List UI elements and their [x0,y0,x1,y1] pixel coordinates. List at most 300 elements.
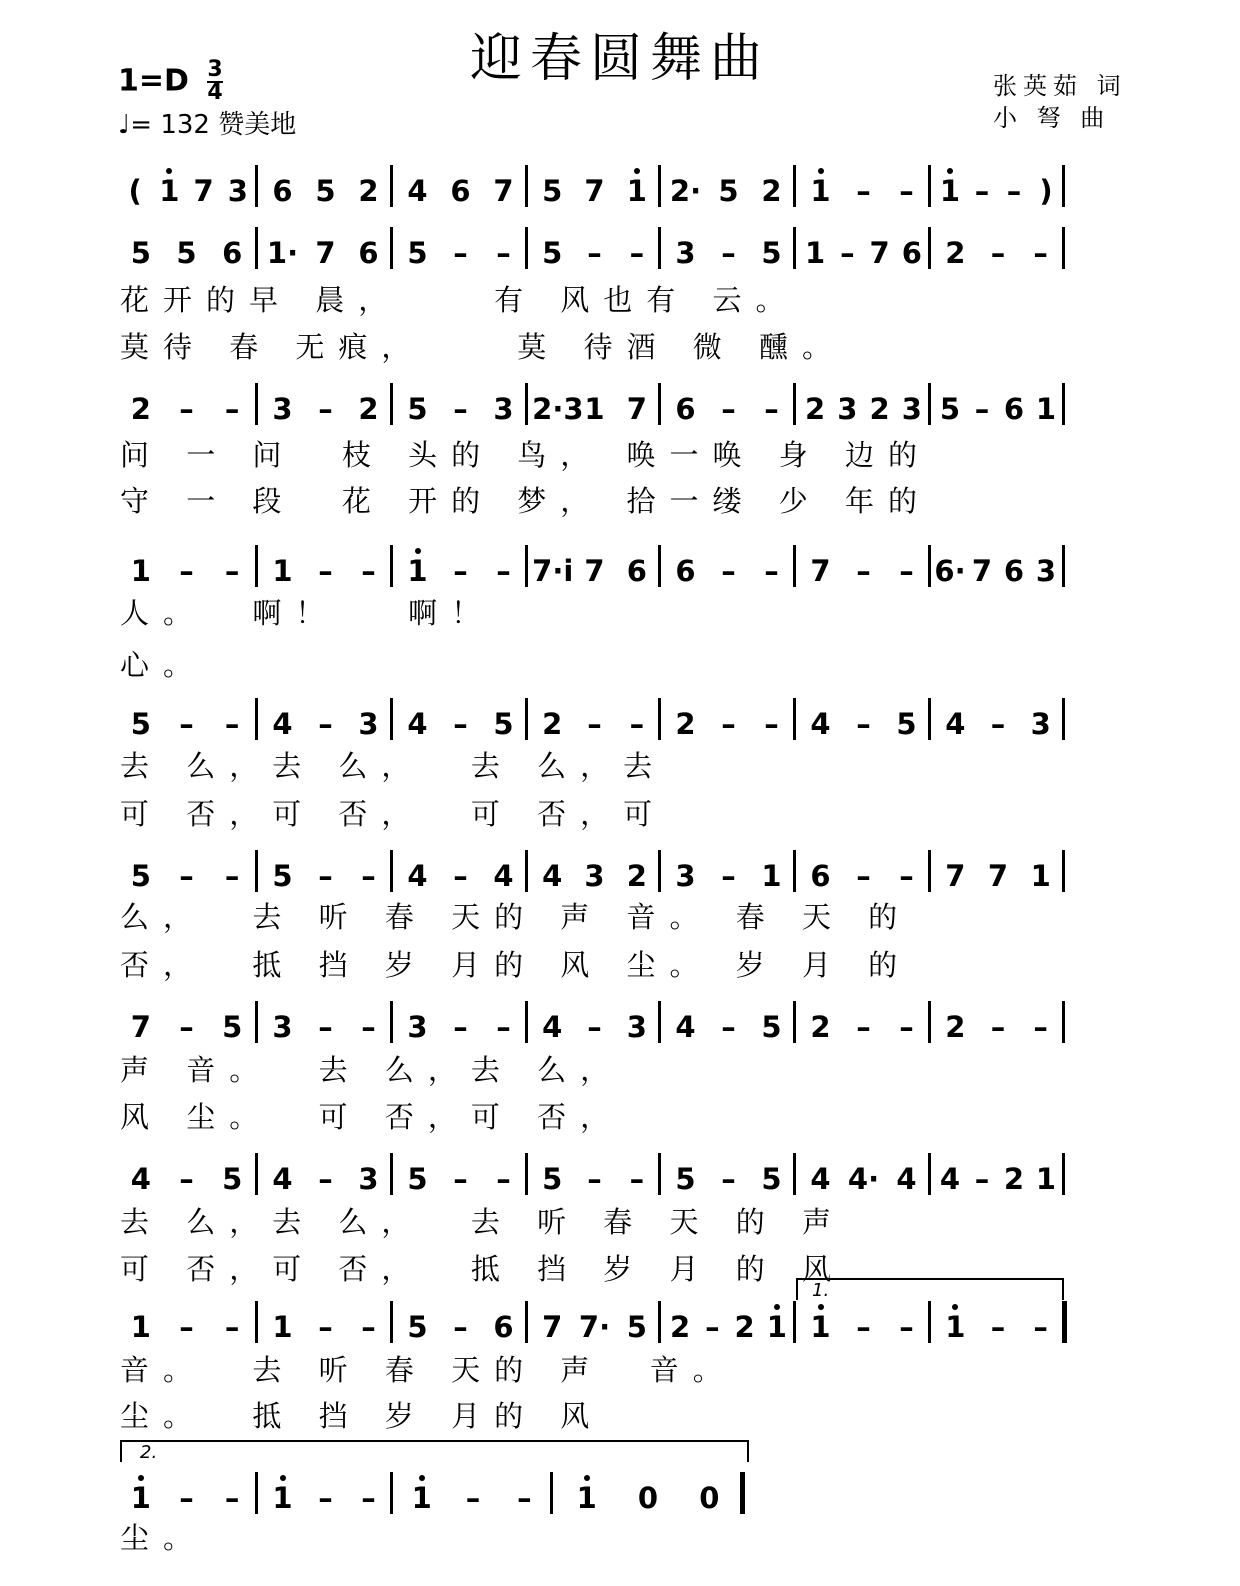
barline [525,383,528,425]
note: 6 [272,174,293,208]
note: ( [128,174,142,208]
barline [390,1301,393,1343]
note: 1 [159,174,180,208]
note: 2· [669,174,702,208]
note: 4 [542,859,563,893]
barline [1062,1301,1067,1343]
note: 3 [272,392,293,426]
lyric-line: 风 尘。 可 否，可 否， [120,1100,624,1134]
note: – [721,1162,736,1196]
barline [1062,383,1065,425]
note: 7 [542,1310,563,1344]
note: – [990,707,1006,741]
composer-credit: 小 弩 曲 [993,104,1111,132]
note: – [629,236,645,270]
barline [390,698,393,740]
lyric-line: 可 否，可 否， 抵 挡 岁 月 的 风 [120,1252,845,1286]
note: 4 [272,707,293,741]
note: 6 [358,236,379,270]
note: – [361,859,376,893]
barline [658,1001,661,1043]
note: 0 [699,1481,720,1515]
note: – [224,392,240,426]
note: 1 [576,1481,597,1515]
barline [525,227,528,269]
note: 0 [637,1481,659,1515]
note: 4 [272,1162,293,1196]
barline [1062,165,1065,207]
note: 1 [130,1481,151,1515]
note: 1 [584,392,605,426]
note: – [179,1010,194,1044]
note: 4 [939,1162,961,1196]
note: – [856,859,871,893]
note: 3 [493,392,514,426]
note: 5 [130,859,151,893]
note: – [721,392,736,426]
note: 1 [939,174,961,208]
lyric-line: 花开的早 晨， 有 风也有 云。 [120,283,799,317]
volta-1-bracket [796,1278,1064,1300]
note: 1 [272,554,293,588]
note: – [721,707,736,741]
note: 7 [810,554,831,588]
barline [390,1472,393,1514]
note: 7 [626,392,647,426]
note: – [1033,1310,1048,1344]
barline [793,698,796,740]
note: – [629,707,645,741]
note: 2 [670,1310,691,1344]
note: – [224,1310,240,1344]
note: 5 [626,1310,647,1344]
barline [1062,1153,1065,1195]
note: 7·i [532,554,574,588]
note: 4· [847,1162,880,1196]
note: 5 [272,859,293,893]
note: 7 [193,174,214,208]
note: 2 [945,1010,966,1044]
lyric-line: 可 否，可 否， 可 否，可 [120,797,667,831]
note: 1 [272,1310,293,1344]
lyric-line: 莫待 春 无痕， 莫 待酒 微 醺。 [120,330,845,364]
note: 5 [222,1010,243,1044]
note: 5 [542,174,563,208]
barline [793,165,796,207]
note: 5 [176,236,197,270]
note: 4 [810,1162,831,1196]
lyricist-credit: 张英茹 词 [993,72,1127,100]
barline [550,1472,553,1514]
note: 6 [1003,554,1025,588]
note: 2 [810,1010,831,1044]
note: – [899,174,914,208]
barline [1062,1001,1065,1043]
note: 5 [130,707,151,741]
barline [793,227,796,269]
note: 3 [837,392,858,426]
note: 4 [810,707,831,741]
high-octave-dot [138,1475,144,1481]
note: 1 [130,554,151,588]
note: 4 [407,859,428,893]
time-signature [207,57,223,105]
note: 7· [578,1310,611,1344]
note: – [179,392,194,426]
note: – [496,554,511,588]
note: – [361,554,376,588]
barline [525,545,528,587]
barline [793,1301,796,1343]
barline [793,1001,796,1043]
note: 2 [130,392,151,426]
lyric-line: 否， 抵 挡 岁 月的 风 尘。 岁 月 的 [120,948,912,982]
note: 5 [761,236,782,270]
note: 6 [626,554,647,588]
barline [793,545,796,587]
note: 1 [626,174,647,208]
note: – [990,236,1006,270]
lyric-line: 守 一 段 花 开的 梦， 拾一缕 少 年的 [120,484,931,518]
note: – [318,859,333,893]
note: – [318,707,333,741]
note: – [721,236,736,270]
barline [255,545,258,587]
note: – [179,1162,194,1196]
barline [928,383,931,425]
note: – [318,1162,333,1196]
note: 7 [584,174,605,208]
note: 5 [407,1310,428,1344]
note: 2 [734,1310,755,1344]
barline [525,1153,528,1195]
barline [525,165,528,207]
volta-1-label: 1. [812,1280,830,1301]
note: – [974,392,990,426]
note: – [318,554,333,588]
note: – [453,1162,468,1196]
note: 3 [1035,554,1057,588]
barline [525,1301,528,1343]
note: – [361,1310,376,1344]
note: – [629,1162,645,1196]
note: – [1033,236,1048,270]
note: 2 [805,392,826,426]
high-octave-dot [947,168,953,174]
lyric-line: 么， 去 听 春 天的 声 音。 春 天 的 [120,900,912,934]
barline [1062,227,1065,269]
barline [928,1153,931,1195]
note: 6 [222,236,243,270]
lyric-line: 声 音。 去 么，去 么， [120,1053,624,1087]
note: 2 [358,174,379,208]
note: – [179,707,194,741]
barline [390,850,393,892]
note: 5 [130,236,151,270]
barline [928,698,931,740]
barline [928,165,931,207]
note: – [453,392,468,426]
barline [658,227,661,269]
note: 6 [450,174,471,208]
note: 5 [761,1162,782,1196]
volta-2-bracket [120,1440,749,1462]
note: – [856,1010,871,1044]
note: 1 [130,1310,151,1344]
lyric-line: 音。 去 听 春 天的 声 音。 [120,1353,736,1387]
barline [658,383,661,425]
barline [658,698,661,740]
note: – [721,1010,736,1044]
note: 6 [1003,392,1025,426]
barline [255,383,258,425]
note: 1 [1035,392,1057,426]
note: – [224,1481,240,1515]
barline [255,1472,258,1514]
note: 2 [358,392,379,426]
barline [390,545,393,587]
barline [390,227,393,269]
note: 1 [805,236,826,270]
barline [658,850,661,892]
note: – [179,554,194,588]
tempo-marking: ♩= 132 赞美地 [118,110,297,140]
lyric-line: 人。 啊！ 啊！ [120,596,495,630]
barline [928,1001,931,1043]
note: – [974,174,990,208]
note: – [465,1481,481,1515]
barline [793,383,796,425]
high-octave-dot [634,168,640,174]
lyric-line: 尘。 [120,1521,207,1555]
barline [658,1301,661,1343]
note: – [587,707,602,741]
barline [1062,545,1065,587]
note: – [587,236,602,270]
note: 2·3 [532,392,584,426]
note: 5 [493,707,514,741]
barline [525,850,528,892]
barline [1062,850,1065,892]
note: 4 [896,1162,917,1196]
high-octave-dot [280,1475,286,1481]
barline [390,1001,393,1043]
note: – [318,392,333,426]
note: 1 [1035,1162,1057,1196]
high-octave-dot [584,1475,590,1481]
note: – [361,1010,376,1044]
note: 3 [626,1010,647,1044]
note: – [899,1010,914,1044]
note: 6 [675,392,696,426]
note: 2 [1003,1162,1025,1196]
note: 5 [675,1162,696,1196]
lyric-line: 尘。 抵 挡 岁 月的 风 [120,1399,604,1433]
note: 7 [987,859,1009,893]
barline [928,1301,931,1343]
note: – [453,707,468,741]
barline [390,165,393,207]
key-signature [118,57,223,105]
note: 1 [407,554,428,588]
barline [255,165,258,207]
song-title: 迎春圆舞曲 [469,29,770,89]
note: – [856,707,871,741]
barline [1062,698,1065,740]
note: 5 [939,392,961,426]
note: – [587,1162,602,1196]
note: 5 [407,1162,428,1196]
note: – [721,859,736,893]
note: 3 [675,236,696,270]
note: – [764,554,779,588]
note: – [1033,1010,1048,1044]
note: – [840,236,855,270]
note: – [899,1310,914,1344]
note: – [453,1310,468,1344]
note: 5 [542,236,563,270]
note: 6· [934,554,966,588]
note: – [764,707,779,741]
note: 4 [493,859,514,893]
note: 3 [272,1010,293,1044]
high-octave-dot [774,1304,780,1310]
time-numerator: 3 [207,57,223,82]
note: 3 [1030,707,1051,741]
lyric-line: 去 么，去 么， 去 听 春 天 的 声 [120,1205,845,1239]
note: 2 [869,392,890,426]
barline [928,850,931,892]
lyric-line: 心。 [120,648,207,682]
note: 5 [542,1162,563,1196]
barline [793,850,796,892]
note: 5 [222,1162,243,1196]
high-octave-dot [818,168,824,174]
note: – [990,1310,1006,1344]
note: 1 [1030,859,1051,893]
note: – [224,859,240,893]
note: 1· [266,236,299,270]
note: – [453,1010,468,1044]
note: 4 [945,707,966,741]
note: 7 [130,1010,151,1044]
note: – [318,1010,333,1044]
barline [658,545,661,587]
note: 3 [675,859,696,893]
note: 5 [896,707,917,741]
note: ) [1039,174,1053,208]
note: – [899,859,914,893]
note: 5 [718,174,739,208]
barline [928,227,931,269]
note: – [856,554,871,588]
note: 4 [542,1010,563,1044]
barline [255,698,258,740]
note: 3 [901,392,922,426]
key-label: 1=D [118,63,189,99]
note: – [856,1310,871,1344]
barline [255,850,258,892]
note: – [318,1481,333,1515]
note: – [517,1481,532,1515]
note: – [453,236,468,270]
note: – [179,1481,194,1515]
barline [255,1001,258,1043]
note: 1 [810,174,831,208]
note: 1 [411,1481,432,1515]
note: – [990,1010,1006,1044]
note: 5 [315,174,336,208]
barline [740,1472,745,1514]
note: 7 [945,859,966,893]
note: 4 [675,1010,696,1044]
note: – [318,1310,333,1344]
note: 2 [945,236,966,270]
note: – [764,392,779,426]
note: – [496,236,511,270]
note: 1 [766,1310,787,1344]
note: – [224,554,240,588]
note: 1 [945,1310,966,1344]
note: – [496,1010,511,1044]
barline [525,698,528,740]
note: – [496,1162,511,1196]
note: 2 [761,174,782,208]
note: 6 [810,859,831,893]
lyric-line: 问 一 问 枝 头的 鸟， 唤一唤 身 边的 [120,438,931,472]
note: 3 [358,707,379,741]
note: – [856,174,871,208]
note: 4 [130,1162,151,1196]
note: – [453,859,468,893]
note: – [587,1010,602,1044]
note: 5 [761,1010,782,1044]
note: 7 [315,236,336,270]
note: – [1006,174,1022,208]
high-octave-dot [818,1304,824,1310]
note: 1 [810,1310,831,1344]
barline [390,1153,393,1195]
note: 7 [584,554,605,588]
note: 7 [493,174,514,208]
note: – [705,1310,720,1344]
high-octave-dot [415,548,421,554]
note: 3 [407,1010,428,1044]
note: 2 [675,707,696,741]
barline [390,383,393,425]
barline [255,227,258,269]
time-denominator: 4 [207,79,223,105]
note: 7 [971,554,993,588]
volta-2-label: 2. [140,1442,158,1463]
note: – [899,554,914,588]
note: 3 [227,174,248,208]
note: 6 [493,1310,514,1344]
lyric-line: 去 么，去 么， 去 么，去 [120,749,667,783]
note: – [974,1162,990,1196]
note: – [361,1481,376,1515]
barline [793,1153,796,1195]
barline [255,1153,258,1195]
note: 1 [272,1481,293,1515]
note: 3 [584,859,605,893]
note: 2 [626,859,647,893]
barline [525,1001,528,1043]
note: 2 [542,707,563,741]
barline [658,165,661,207]
note: 3 [358,1162,379,1196]
note: – [179,859,194,893]
